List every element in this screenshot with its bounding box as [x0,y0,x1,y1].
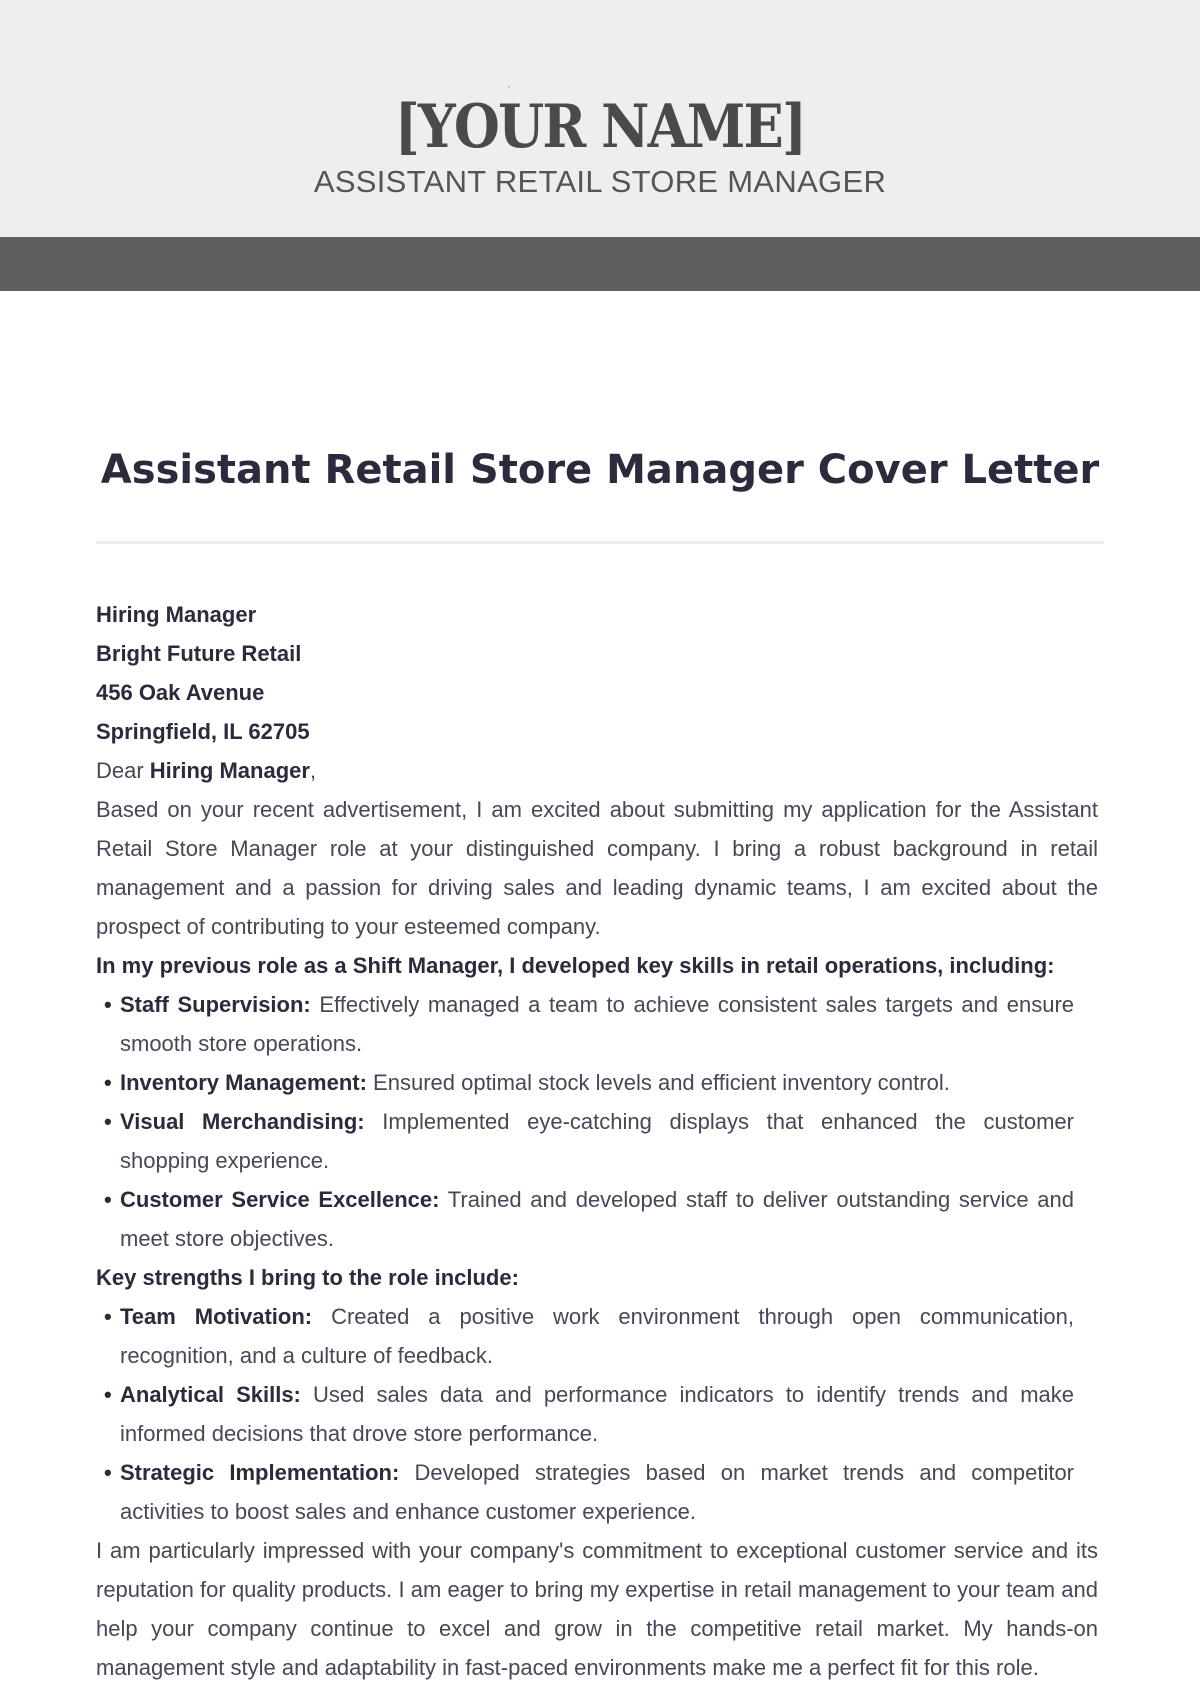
list-item [96,1375,1098,1453]
recipient-street: 456 Oak Avenue [96,680,265,705]
list-item-text: Effectively managed a team to achieve consistent sales targets and ensure smooth store operations. [120,992,1075,1056]
list-item-label: Strategic Implementation: [120,1460,400,1485]
list-item [96,985,1098,1063]
recipient-city: Springfield, IL 62705 [96,719,310,744]
list-item-label: Team Motivation: [120,1304,313,1329]
list-item-label: Inventory Management: [120,1070,367,1095]
bullet-icon: • [104,1304,112,1329]
intro-paragraph: Based on your recent advertisement, I am excited about submitting my application for the Assistant Retail Store Manager role at your distinguished company. I bring a robust background in retail management and a passion for driving sales and leading dynamic teams, I am excited about the prospect of contributing to your esteemed company. [96,797,1098,939]
list-item-text: Used sales data and performance indicators to identify trends and make informed decisions that drove store performance. [120,1382,1074,1446]
bullet-icon: • [104,1109,112,1134]
list-item-label: Visual Merchandising: [120,1109,365,1134]
bullet-icon: • [104,1460,112,1485]
closing-paragraph: I am particularly impressed with your company's commitment to exceptional customer service and its reputation for quality products. I am eager to bring my expertise in retail management to your team and help your company continue to excel and grow in the competitive retail market. My hands-on management style and adaptability in fast-paced environments make me a perfect fit for this role. [96,1538,1098,1680]
skills-list [96,985,1098,1258]
list-item-text: Developed strategies based on market trends and competitor activities to boost sales and enhance customer experience. [120,1460,1075,1524]
document-title: Assistant Retail Store Manager Cover Letter [100,447,1100,493]
list-item-text: Trained and developed staff to deliver outstanding service and meet store objectives. [120,1187,1074,1251]
salutation-name: Hiring Manager [149,758,310,783]
list-item-text: Implemented eye-catching displays that enhanced the customer shopping experience. [120,1109,1074,1173]
skills-heading: In my previous role as a Shift Manager, I developed key skills in retail operations, including: [96,953,1055,978]
title-rule [96,541,1104,544]
list-item-label: Analytical Skills: [120,1382,301,1407]
list-item-label: Staff Supervision: [120,992,311,1017]
bullet-icon: • [104,1187,112,1212]
list-item [96,1063,1098,1102]
list-item-label: Customer Service Excellence: [120,1187,440,1212]
header-divider-band [0,237,1200,291]
recipient-name: Hiring Manager [96,602,257,627]
list-item [96,1180,1098,1258]
list-item-text: Ensured optimal stock levels and efficient inventory control. [366,1070,950,1095]
bullet-icon: • [104,1070,112,1095]
list-item [96,1453,1098,1531]
salutation-prefix: Dear [96,758,150,783]
list-item [96,1297,1098,1375]
strengths-list [96,1297,1098,1531]
list-item [96,1102,1098,1180]
header-decorative-dot [508,86,510,88]
bullet-icon: • [104,1382,112,1407]
recipient-company: Bright Future Retail [96,641,302,666]
letter-body [96,595,1098,1687]
salutation [96,751,1098,790]
applicant-name: [YOUR NAME] [394,92,806,162]
header-banner [0,0,1200,237]
applicant-job-title: ASSISTANT RETAIL STORE MANAGER [313,164,887,199]
salutation-suffix: , [309,758,317,783]
bullet-icon: • [104,992,112,1017]
strengths-heading: Key strengths I bring to the role include: [96,1265,519,1290]
list-item-text: Created a positive work environment through open communication, recognition, and a culture of feedback. [120,1304,1074,1368]
